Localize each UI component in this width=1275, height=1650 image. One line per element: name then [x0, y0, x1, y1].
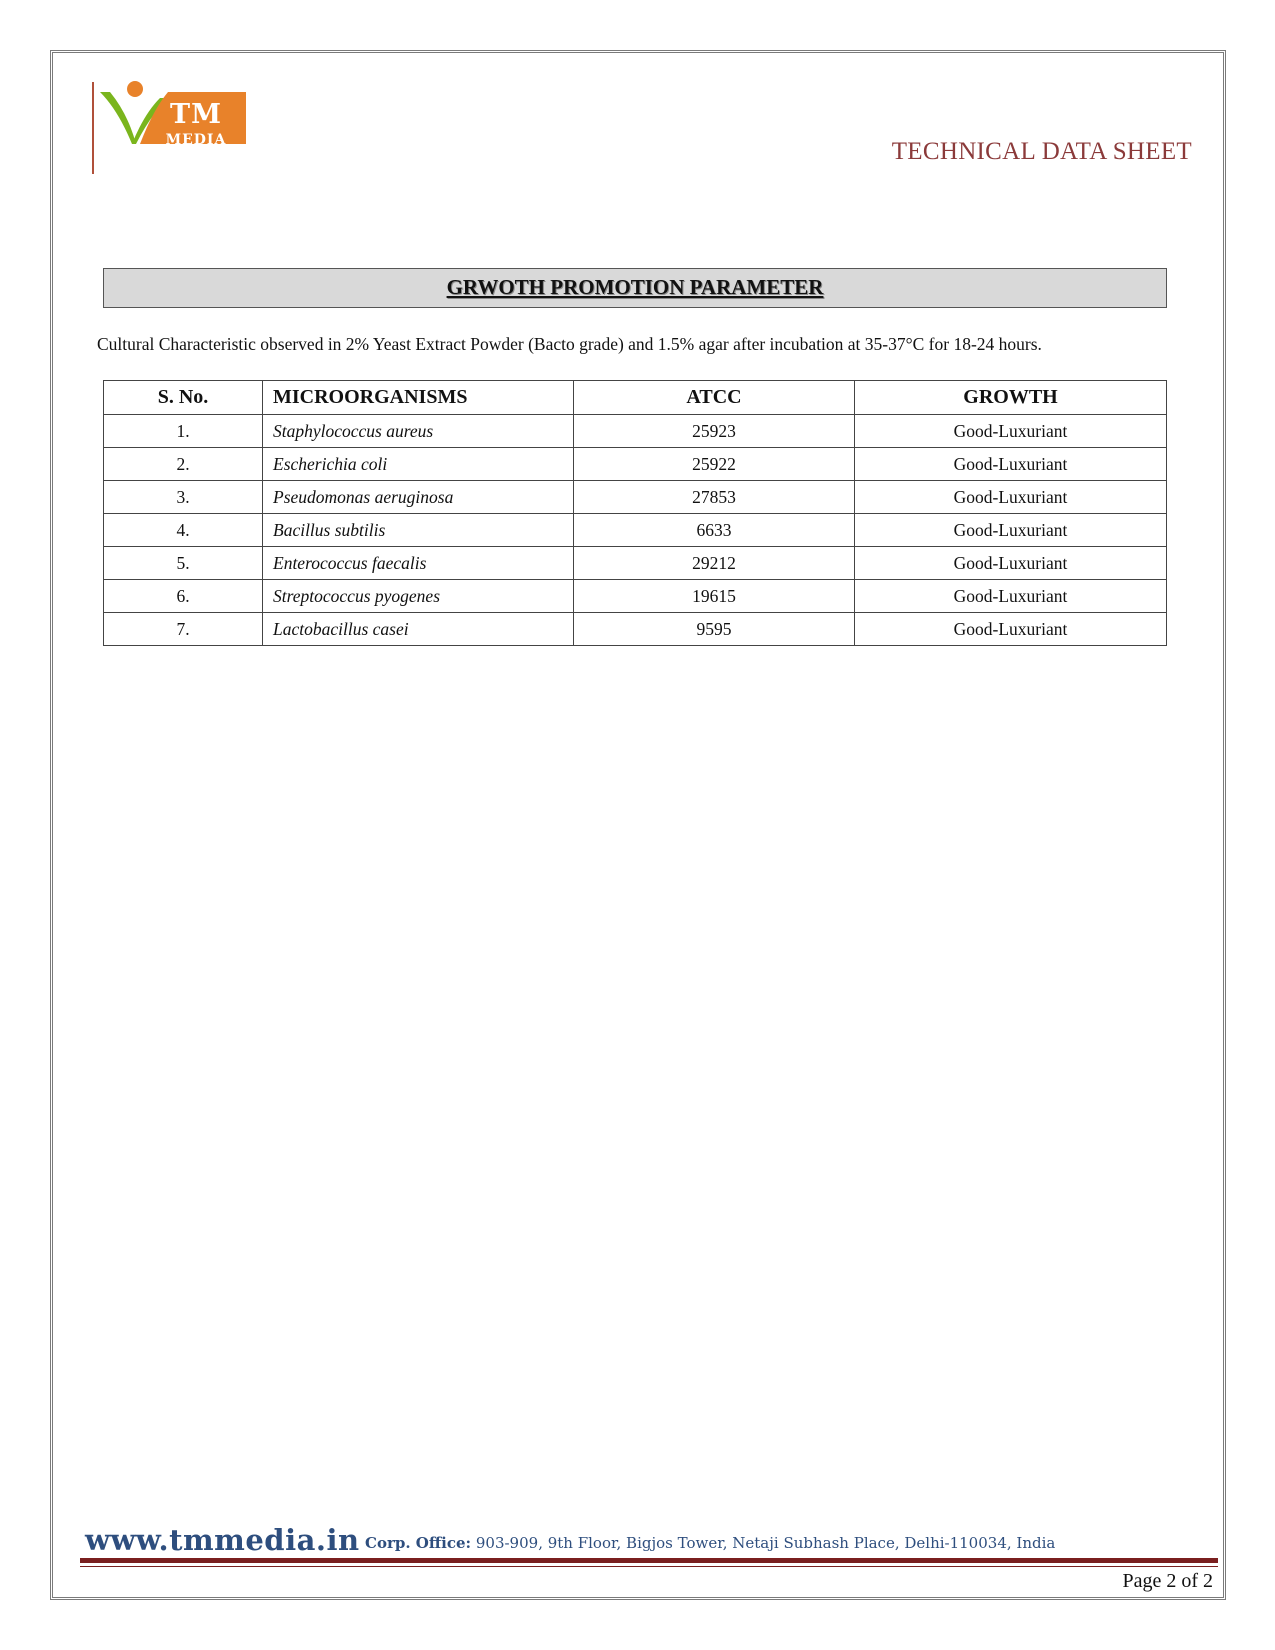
cell-atcc: 25922	[574, 448, 855, 481]
footer-office-text: 903-909, 9th Floor, Bigjos Tower, Netaji Subhash Place, Delhi-110034, India	[475, 1534, 1056, 1552]
cell-growth: Good-Luxuriant	[855, 448, 1167, 481]
table-row	[104, 481, 1167, 514]
footer-rule-thin	[80, 1566, 1218, 1567]
footer-office-label: Corp. Office:	[365, 1534, 472, 1552]
footer-rule-thick	[80, 1558, 1218, 1563]
cell-growth: Good-Luxuriant	[855, 415, 1167, 448]
cell-sno: 2.	[104, 448, 263, 481]
cell-organism: Streptococcus pyogenes	[263, 580, 574, 613]
cell-organism: Pseudomonas aeruginosa	[263, 481, 574, 514]
cell-growth: Good-Luxuriant	[855, 514, 1167, 547]
logo-text-media: MEDIA	[165, 132, 227, 148]
cell-organism: Staphylococcus aureus	[263, 415, 574, 448]
footer-website-link[interactable]: www.tmmedia.in	[85, 1523, 360, 1557]
cell-growth: Good-Luxuriant	[855, 547, 1167, 580]
cell-atcc: 29212	[574, 547, 855, 580]
header-microorganisms: MICROORGANISMS	[263, 381, 574, 415]
table-row	[104, 580, 1167, 613]
cell-growth: Good-Luxuriant	[855, 481, 1167, 514]
cell-growth: Good-Luxuriant	[855, 613, 1167, 646]
cell-organism: Lactobacillus casei	[263, 613, 574, 646]
table-row	[104, 547, 1167, 580]
table-row	[104, 415, 1167, 448]
cell-sno: 5.	[104, 547, 263, 580]
cell-sno: 7.	[104, 613, 263, 646]
company-logo	[92, 80, 242, 175]
page-number: Page 2 of 2	[1122, 1570, 1213, 1592]
cell-atcc: 19615	[574, 580, 855, 613]
cell-growth: Good-Luxuriant	[855, 580, 1167, 613]
cell-atcc: 25923	[574, 415, 855, 448]
table-row	[104, 514, 1167, 547]
growth-table	[103, 380, 1167, 646]
section-header-box	[103, 268, 1167, 308]
cell-atcc: 27853	[574, 481, 855, 514]
cell-sno: 1.	[104, 415, 263, 448]
document-title: TECHNICAL DATA SHEET	[891, 138, 1192, 165]
logo-accent-bar	[92, 82, 94, 174]
cell-sno: 6.	[104, 580, 263, 613]
section-title: GRWOTH PROMOTION PARAMETER	[446, 275, 824, 299]
cell-atcc: 6633	[574, 514, 855, 547]
table-row	[104, 613, 1167, 646]
cell-organism: Bacillus subtilis	[263, 514, 574, 547]
cell-organism: Escherichia coli	[263, 448, 574, 481]
footer-office-address	[365, 1534, 1055, 1552]
cell-sno: 4.	[104, 514, 263, 547]
header-sno: S. No.	[104, 381, 263, 415]
cell-atcc: 9595	[574, 613, 855, 646]
cell-sno: 3.	[104, 481, 263, 514]
header-growth: GROWTH	[855, 381, 1167, 415]
cell-organism: Enterococcus faecalis	[263, 547, 574, 580]
logo-text-tm: TM	[170, 99, 222, 130]
table-row	[104, 448, 1167, 481]
header-atcc: ATCC	[574, 381, 855, 415]
intro-text: Cultural Characteristic observed in 2% Yeast Extract Powder (Bacto grade) and 1.5% agar after incubation at 35-37°C for 18-24 hours.	[97, 334, 1042, 354]
table-header-row	[104, 381, 1167, 415]
